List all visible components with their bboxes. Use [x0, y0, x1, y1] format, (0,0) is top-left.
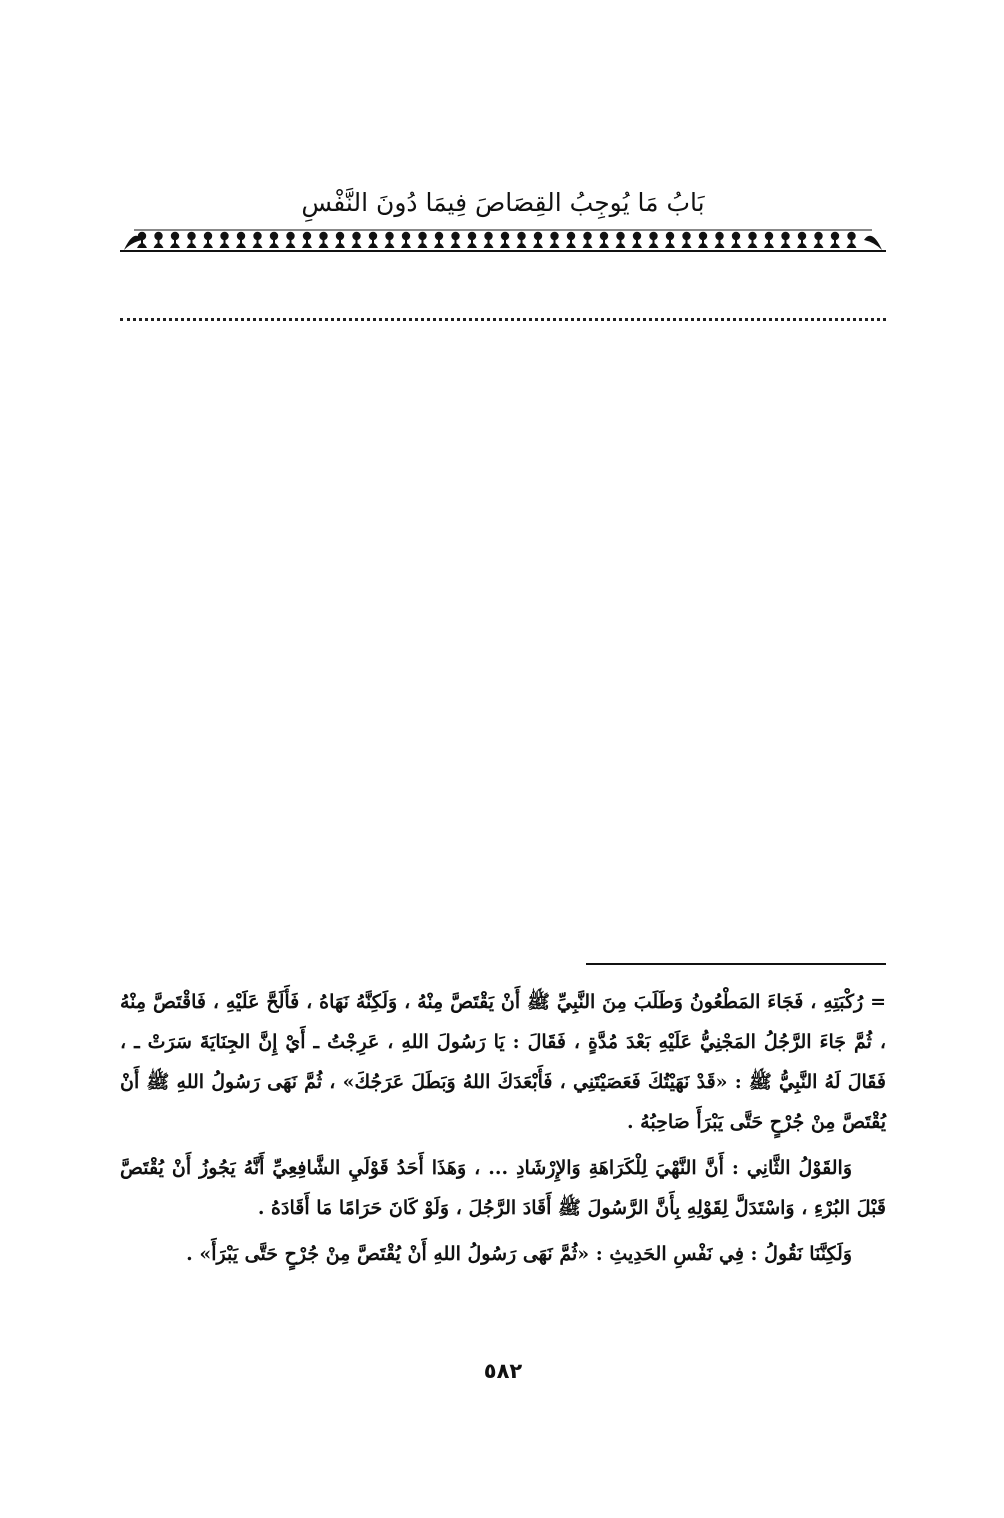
- dotted-separator: [120, 318, 886, 321]
- footnotes-section: [120, 982, 886, 1280]
- footnote-paragraph: وَلَكِنَّنَا نَقُولُ : فِي نَفْسِ الحَدِيثِ : «ثُمَّ نَهَى رَسُولُ اللهِ أَنْ يُقْتَصَّ مِنْ جُرْحٍ حَتَّى يَبْرَأَ» .: [186, 1243, 852, 1265]
- footnote-separator-rule: [586, 963, 886, 965]
- footnote-paragraph: = رُكْبَتِهِ ، فَجَاءَ المَطْعُونُ وَطَلَبَ مِنَ النَّبِيِّ ﷺ أَنْ يَقْتَصَّ مِنْهُ ، وَلَكِنَّهُ نَهَاهُ ، فَأَلَحَّ عَلَيْهِ ، فَاقْتَصَّ مِنْهُ ، ثُمَّ جَاءَ الرَّجُلُ المَجْنِيُّ عَلَيْهِ بَعْدَ مُدَّةٍ ، فَقَالَ : يَا رَسُولَ اللهِ ، عَرِجْتُ ـ أَيْ إِنَّ الجِنَايَةَ سَرَتْ ـ ، فَقَالَ لَهُ النَّبِيُّ ﷺ : «قَدْ نَهَيْتُكَ فَعَصَيْتَنِي ، فَأَبْعَدَكَ اللهُ وَبَطَلَ عَرَجُكَ» ، ثُمَّ نَهَى رَسُولُ اللهِ ﷺ أَنْ يُقْتَصَّ مِنْ جُرْحٍ حَتَّى يَبْرَأَ صَاحِبُهُ .: [120, 991, 886, 1133]
- page-number: ٥٨٢: [483, 1359, 523, 1383]
- ornament-pattern-graphic: [120, 226, 886, 254]
- decorative-ornament-band: [120, 226, 886, 254]
- footnote-paragraph: وَالقَوْلُ الثَّانِي : أَنَّ النَّهْيَ لِلْكَرَاهَةِ وَالإِرْشَادِ ... ، وَهَذَا أَحَدُ قَوْلَيِ الشَّافِعِيِّ أَنَّهُ يَجُوزُ أَنْ يُقْتَصَّ قَبْلَ البُرْءِ ، وَاسْتَدَلَّ لِقَوْلِهِ بِأَنَّ الرَّسُولَ ﷺ أَقَادَ الرَّجُلَ ، وَلَوْ كَانَ حَرَامًا مَا أَقَادَهُ .: [120, 1157, 886, 1219]
- page-title: بَابُ مَا يُوجِبُ القِصَاصَ فِيمَا دُونَ النَّفْسِ: [301, 188, 705, 217]
